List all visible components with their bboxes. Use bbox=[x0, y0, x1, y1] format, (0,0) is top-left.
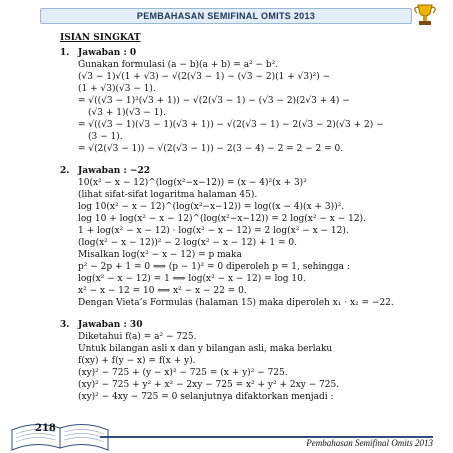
solution-line: log(x² − x − 12) = 1 ⟺ log(x² − x − 12) = log 10. bbox=[78, 274, 306, 284]
header-title: PEMBAHASAN SEMIFINAL OMITS 2013 bbox=[136, 11, 316, 21]
page-content bbox=[60, 32, 420, 403]
solution-line: (√3 − 1)√(1 + √3) − √(2(√3 − 1) − (√3 − 2)(1 + √3)²) − bbox=[78, 72, 331, 82]
problem-1 bbox=[60, 47, 420, 155]
problem-number: 1. bbox=[60, 48, 70, 58]
solution-line: (1 + √3)(√3 − 1). bbox=[78, 84, 156, 94]
solution-line: x² − x − 12 = 10 ⟺ x² − x − 22 = 0. bbox=[78, 286, 247, 296]
solution-line: 10(x² − x − 12)^(log(x²−x−12)) = (x − 4)²(x + 3)² bbox=[78, 178, 307, 188]
section-title: ISIAN SINGKAT bbox=[60, 33, 141, 43]
answer-heading: Jawaban : 0 bbox=[78, 48, 137, 58]
solution-line: Misalkan log(x² − x − 12) = p maka bbox=[78, 250, 242, 260]
solution-line: (xy)² − 725 + (y − x)² − 725 = (x + y)² − 725. bbox=[78, 368, 288, 378]
solution-line: Untuk bilangan asli x dan y bilangan asli, maka berlaku bbox=[78, 344, 333, 354]
page-number: 218 bbox=[35, 423, 56, 434]
solution-line: (lihat sifat-sifat logaritma halaman 45). bbox=[78, 190, 258, 200]
solution-line: Gunakan formulasi (a − b)(a + b) = a² − b². bbox=[78, 60, 279, 70]
problem-number: 3. bbox=[60, 320, 70, 330]
problem-number: 2. bbox=[60, 166, 70, 176]
solution-line: Diketahui f(a) = a² − 725. bbox=[78, 332, 197, 342]
solution-line: (3 − 1). bbox=[88, 132, 123, 142]
solution-line: (√3 + 1)(√3 − 1). bbox=[88, 108, 166, 118]
answer-heading: Jawaban : −22 bbox=[78, 166, 150, 176]
page-header bbox=[40, 8, 412, 24]
problem-2 bbox=[60, 165, 420, 309]
footer-text: Pembahasan Semifinal Omits 2013 bbox=[306, 438, 433, 448]
solution-line: = √((√3 − 1)²(√3 + 1)) − √(2(√3 − 1) − (√3 − 2)(2√3 + 4) − bbox=[78, 96, 350, 106]
solution-line: Dengan Vieta’s Formulas (halaman 15) maka diperoleh x₁ · x₂ = −22. bbox=[78, 298, 394, 308]
trophy-icon bbox=[410, 2, 440, 30]
solution-line: (xy)² − 4xy − 725 = 0 selanjutnya difaktorkan menjadi : bbox=[78, 392, 334, 402]
solution-line: = √((√3 − 1)(√3 − 1)(√3 + 1)) − √(2(√3 − 1) − 2(√3 − 2)(√3 + 2) − bbox=[78, 120, 384, 130]
solution-line: (xy)² − 725 + y² + x² − 2xy − 725 = x² + y² + 2xy − 725. bbox=[78, 380, 340, 390]
answer-heading: Jawaban : 30 bbox=[78, 320, 143, 330]
solution-line: f(xy) + f(y − x) = f(x + y). bbox=[78, 356, 196, 366]
problem-3 bbox=[60, 319, 420, 403]
solution-line: = √(2(√3 − 1)) − √(2(√3 − 1)) − 2(3 − 4) − 2 = 2 − 2 = 0. bbox=[78, 144, 344, 154]
solution-line: p² − 2p + 1 = 0 ⟺ (p − 1)² = 0 diperoleh p = 1, sehingga : bbox=[78, 262, 350, 272]
solution-line: (log(x² − x − 12))² − 2 log(x² − x − 12) + 1 = 0. bbox=[78, 238, 297, 248]
solution-line: log 10 + log(x² − x − 12)^(log(x²−x−12)) = 2 log(x² − x − 12). bbox=[78, 214, 366, 224]
solution-line: log 10(x² − x − 12)^(log(x²−x−12)) = log((x − 4)(x + 3))². bbox=[78, 202, 345, 212]
solution-line: 1 + log(x² − x − 12) · log(x² − x − 12) = 2 log(x² − x − 12). bbox=[78, 226, 349, 236]
